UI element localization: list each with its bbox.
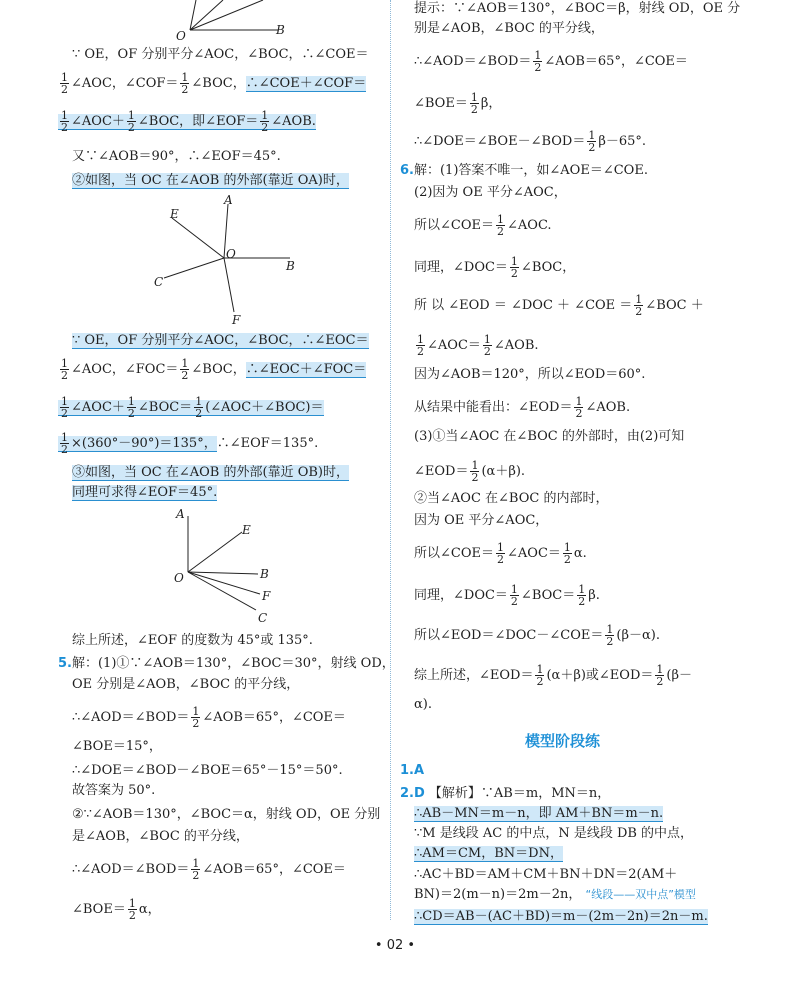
text-line: ∴∠AOD＝∠BOD＝ $\frac{1}{2}$ ∠AOB＝65°，∠COE＝ xyxy=(72,705,346,730)
section-title: 模型阶段练 xyxy=(524,732,600,750)
text-line: 同理，∠DOC＝ $\frac{1}{2}$ ∠BOC＝ $\frac{1}{2}$ β. xyxy=(414,583,600,608)
text-line: OE 分别是∠AOB，∠BOC 的平分线， xyxy=(72,677,300,692)
text-line: 又∵∠AOB＝90°，∴∠EOF＝45°. xyxy=(72,149,281,164)
text-line: 综上所述，∠EOD＝ $\frac{1}{2}$ (α＋β)或∠EOD＝ $\frac{1}{2}$ (β－ xyxy=(414,663,692,688)
question-6: 6.解：(1)答案不唯一，如∠AOE＝∠COE. xyxy=(400,163,648,178)
text-line: 因为 OE 平分∠AOC， xyxy=(414,513,549,528)
text-line: 综上所述，∠EOF 的度数为 45°或 135°. xyxy=(72,633,313,648)
text-line: ∴AB－MN＝m－n，即 AM＋BN＝m－n. xyxy=(414,806,664,821)
svg-text:B: B xyxy=(276,23,285,37)
text-line: ∠EOD＝ $\frac{1}{2}$ (α＋β). xyxy=(414,459,526,484)
text-line: $\frac{1}{2}$ ∠AOC，∠FOC＝ $\frac{1}{2}$ ∠BOC，∴∠EOC＋∠FOC＝ xyxy=(61,357,367,382)
figure-angle-2 xyxy=(138,192,318,327)
figure-angle-1 xyxy=(168,0,328,42)
figure-angle-3 xyxy=(158,504,298,626)
text-line: 同理，∠DOC＝ $\frac{1}{2}$ ∠BOC， xyxy=(414,255,576,280)
text-line: α). xyxy=(414,697,432,712)
svg-text:C: C xyxy=(258,611,268,625)
text-line: ③如图，当 OC 在∠AOB 的外部(靠近 OB)时， xyxy=(72,465,349,480)
text-line: $\frac{1}{2}$ ∠AOC＋ $\frac{1}{2}$ ∠BOC，即∠EOF＝ $\frac{1}{2}$ ∠AOB. xyxy=(58,110,380,133)
text-line: ∵ OE，OF 分别平分∠AOC，∠BOC，∴∠EOC＝ xyxy=(72,333,369,348)
text-line: ∵M 是线段 AC 的中点，N 是线段 DB 的中点， xyxy=(414,826,694,841)
text-line: ∵ OE，OF 分别平分∠AOC，∠BOC，∴∠COE＝ xyxy=(72,47,369,62)
text-line: ∴∠DOE＝∠BOD－∠BOE＝65°－15°＝50°. xyxy=(72,763,343,778)
svg-text:B: B xyxy=(286,259,295,273)
text-line: ∴∠DOE＝∠BOE－∠BOD＝ $\frac{1}{2}$ β－65°. xyxy=(414,129,647,154)
text-line: 所以∠COE＝ $\frac{1}{2}$ ∠AOC＝ $\frac{1}{2}$ α. xyxy=(414,541,587,566)
text-line: 是∠AOB，∠BOC 的平分线， xyxy=(72,829,249,844)
svg-text:E: E xyxy=(170,207,179,221)
text-line: ∴CD＝AB－(AC＋BD)＝m－(2m－2n)＝2n－m. xyxy=(414,909,708,924)
text-line: 别是∠AOB，∠BOC 的平分线， xyxy=(414,21,604,36)
svg-text:B: B xyxy=(260,567,269,581)
svg-text:C: C xyxy=(154,275,164,289)
callout-note: “线段——双中点”模型 xyxy=(585,888,696,901)
text-line: 故答案为 50°. xyxy=(72,783,156,798)
text-line: ②如图，当 OC 在∠AOB 的外部(靠近 OA)时， xyxy=(72,173,349,188)
column-divider xyxy=(390,0,391,920)
text-line: ∠BOE＝ $\frac{1}{2}$ α， xyxy=(72,897,161,922)
svg-text:A: A xyxy=(176,507,185,521)
text-line: (3)①当∠AOC 在∠BOC 的外部时，由(2)可知 xyxy=(414,429,685,444)
svg-text:O: O xyxy=(174,571,184,585)
text-line: $\frac{1}{2}$ ×(360°－90°)＝135°，∴∠EOF＝135°. xyxy=(58,432,380,455)
svg-text:F: F xyxy=(262,589,271,603)
text-line: ∠BOE＝15°， xyxy=(72,739,162,754)
svg-text:A: A xyxy=(224,193,233,207)
svg-text:F: F xyxy=(232,313,241,327)
answer-2: 2.D 【解析】∵AB＝m，MN＝n， xyxy=(400,786,611,801)
text-line: (2)因为 OE 平分∠AOC， xyxy=(414,185,567,200)
text-line: $\frac{1}{2}$ ∠AOC＝ $\frac{1}{2}$ ∠AOB. xyxy=(417,333,539,358)
text-line: ∴AC＋BD＝AM＋CM＋BN＋DN＝2(AM＋ xyxy=(414,867,678,882)
page-number: • 02 • xyxy=(374,938,416,953)
text-line: ②当∠AOC 在∠BOC 的内部时， xyxy=(414,491,609,506)
text-line: 从结果中能看出：∠EOD＝ $\frac{1}{2}$ ∠AOB. xyxy=(414,395,631,420)
text-line: $\frac{1}{2}$ ∠AOC＋ $\frac{1}{2}$ ∠BOC＝ $\frac{1}{2}$ (∠AOC＋∠BOC)＝ xyxy=(58,396,380,419)
question-5: 5.解：(1)①∵∠AOB＝130°，∠BOC＝30°，射线 OD， xyxy=(58,656,395,671)
text-line: ∴AM＝CM，BN＝DN， xyxy=(414,846,563,861)
svg-text:O: O xyxy=(176,29,186,42)
text-line: ②∵∠AOB＝130°，∠BOC＝α，射线 OD，OE 分别 xyxy=(72,807,381,822)
text-line: 因为∠AOB＝120°，所以∠EOD＝60°. xyxy=(414,367,646,382)
svg-text:O: O xyxy=(226,247,236,261)
text-line: 所 以 ∠EOD ＝ ∠DOC ＋ ∠COE ＝ $\frac{1}{2}$ ∠BOC ＋ xyxy=(414,293,704,318)
text-line: 所以∠EOD＝∠DOC－∠COE＝ $\frac{1}{2}$ (β－α). xyxy=(414,623,660,648)
text-line: 提示：∵∠AOB＝130°，∠BOC＝β，射线 OD，OE 分 xyxy=(414,1,741,16)
answer-1: 1.A xyxy=(400,763,425,778)
text-line: ∴∠AOD＝∠BOD＝ $\frac{1}{2}$ ∠AOB＝65°，∠COE＝ xyxy=(414,49,688,74)
text-line: BN)＝2(m－n)＝2m－2n， “线段——双中点”模型 xyxy=(414,887,696,902)
text-line: 同理可求得∠EOF＝45°. xyxy=(72,485,218,500)
text-line: 所以∠COE＝ $\frac{1}{2}$ ∠AOC. xyxy=(414,213,552,238)
text-line: ∴∠AOD＝∠BOD＝ $\frac{1}{2}$ ∠AOB＝65°，∠COE＝ xyxy=(72,857,346,882)
text-line: ∠BOE＝ $\frac{1}{2}$ β， xyxy=(414,91,502,116)
text-line: $\frac{1}{2}$ ∠AOC，∠COF＝ $\frac{1}{2}$ ∠BOC，∴∠COE＋∠COF＝ xyxy=(61,71,367,96)
svg-text:E: E xyxy=(242,523,251,537)
